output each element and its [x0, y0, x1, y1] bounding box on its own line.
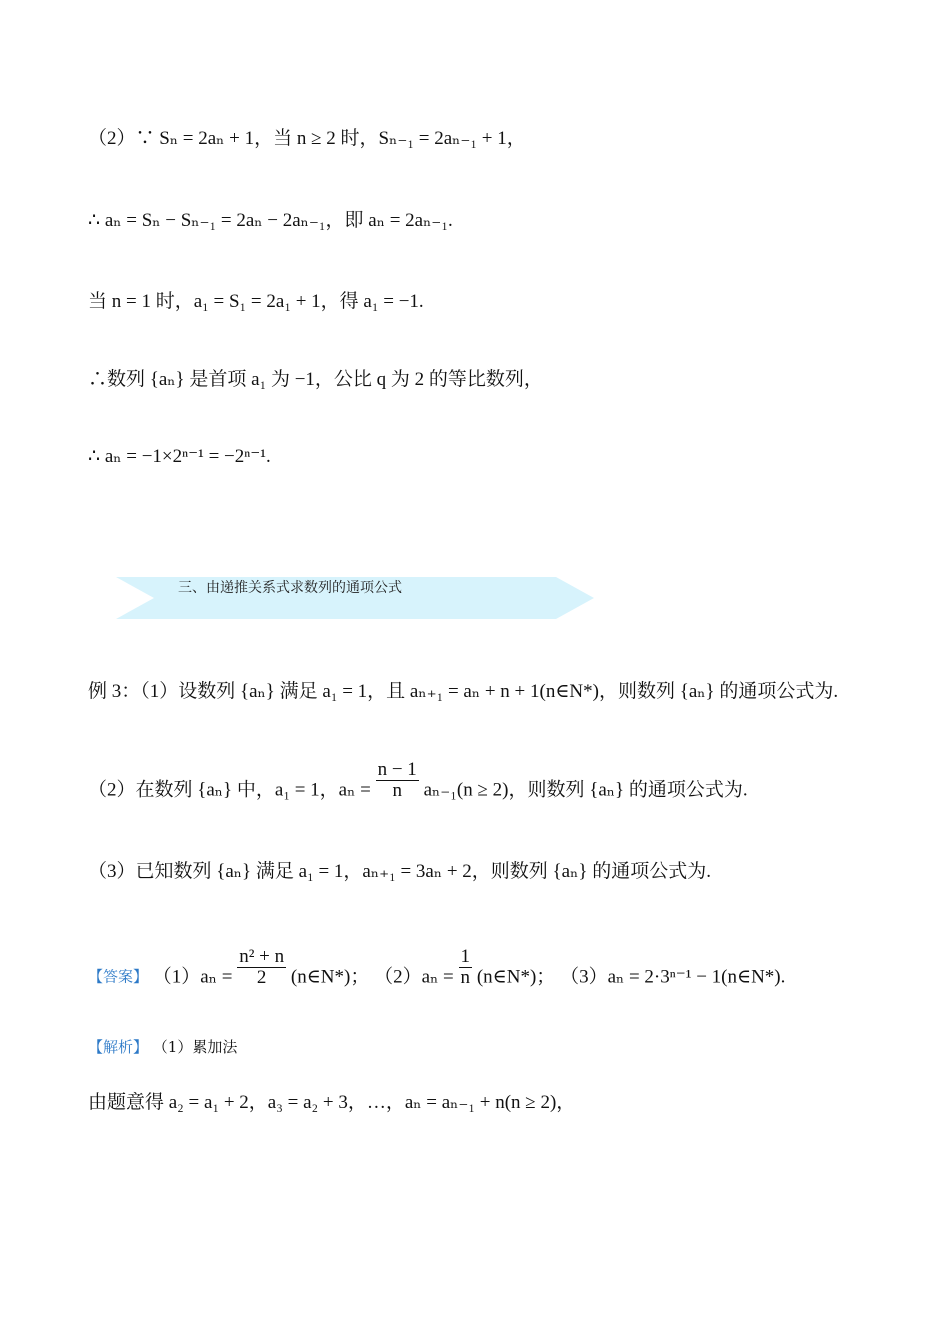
analysis-label: 【解析】	[88, 1038, 149, 1056]
solution-line-5: ∴ aₙ = −1×2ⁿ⁻¹ = −2ⁿ⁻¹.	[88, 446, 271, 467]
example-3-part-3: （3）已知数列 {aₙ} 满足 a₁ = 1，aₙ₊₁ = 3aₙ + 2，则数列 {aₙ} 的通项公式为.	[88, 861, 711, 882]
solution-line-2: ∴ aₙ = Sₙ − Sₙ₋₁ = 2aₙ − 2aₙ₋₁，即 aₙ = 2aₙ₋₁.	[88, 210, 453, 231]
solution-line-1: （2）∵ Sₙ = 2aₙ + 1，当 n ≥ 2 时，Sₙ₋₁ = 2aₙ₋₁ + 1，	[88, 128, 526, 149]
solution-line-4: ∴数列 {aₙ} 是首项 a₁ 为 −1，公比 q 为 2 的等比数列，	[88, 369, 543, 390]
example-3-part-1: 例 3：（1）设数列 {aₙ} 满足 a₁ = 1，且 aₙ₊₁ = aₙ + n + 1(n∈N*)，则数列 {aₙ} 的通项公式为.	[88, 681, 839, 702]
answer-line: 【答案】 （1）aₙ = $\frac{\text{n² + n}}{2}$ (n∈N*)； （2）aₙ = $\frac{1}{n}$ (n∈N*)； （3）aₙ = 2·3ⁿ⁻¹ − 1(n∈N*).	[88, 946, 786, 988]
derivation-line: 由题意得 a₂ = a₁ + 2，a₃ = a₂ + 3，…，aₙ = aₙ₋₁ + n(n ≥ 2)，	[88, 1092, 576, 1113]
section-title: 三、由递推关系式求数列的通项公式	[178, 580, 402, 596]
fraction: $\frac{n - 1}{n}$	[377, 759, 417, 801]
fraction: $\frac{\text{n² + n}}{2}$	[239, 946, 285, 988]
solution-line-3: 当 n = 1 时，a₁ = S₁ = 2a₁ + 1，得 a₁ = −1.	[88, 291, 424, 312]
answer-label: 【答案】	[88, 967, 149, 986]
fraction: $\frac{1}{n}$	[460, 946, 471, 988]
example-3-part-2: （2）在数列 {aₙ} 中，a₁ = 1，aₙ = $\frac{n - 1}{n}$ aₙ₋₁(n ≥ 2)，则数列 {aₙ} 的通项公式为.	[88, 759, 748, 801]
analysis-line: 【解析】 （1）累加法	[88, 1038, 238, 1056]
section-banner	[116, 577, 594, 619]
